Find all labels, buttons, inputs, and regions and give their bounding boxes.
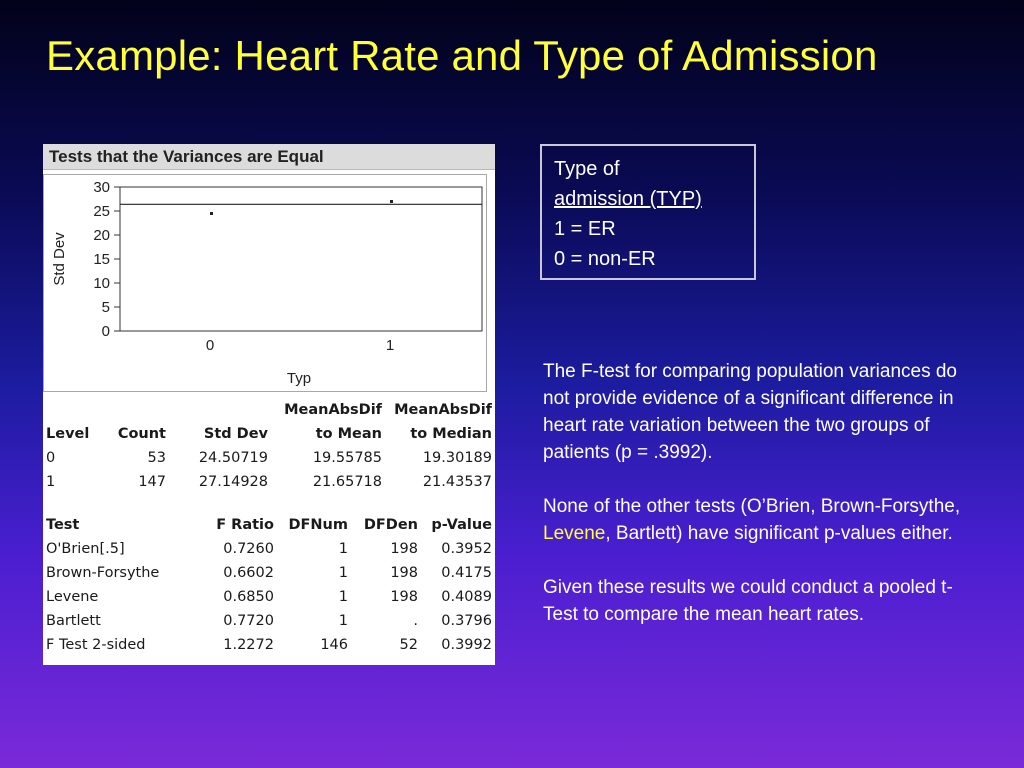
plot-frame [43,174,487,392]
dfden-header: DFDen [363,517,418,533]
to-mean-header: to Mean [315,426,382,442]
test-name-cell: F Test 2-sided [46,637,146,653]
levene-highlight: Levene [543,523,606,544]
level-table [46,398,492,494]
test-table [46,513,492,657]
y-tick-0: 0 [101,323,110,340]
mean-abs-cell: 21.65718 [312,474,382,490]
f-ratio-cell: 0.7260 [223,541,274,557]
dfden-cell: 198 [390,541,418,557]
y-tick-20: 20 [93,227,110,244]
jmp-output-panel [43,144,495,665]
dfnum-cell: 1 [338,541,348,557]
x-tick-0: 0 [205,337,215,354]
p-value-cell: 0.3992 [441,637,492,653]
median-abs-cell: 21.43537 [422,474,492,490]
table-row [46,446,492,470]
y-axis-label: Std Dev [51,232,68,286]
point-level-0 [210,212,213,215]
dfden-cell: 52 [399,637,418,653]
count-header: Count [117,426,166,442]
test-header: Test [46,517,80,533]
table-row [46,585,492,609]
level-header-row-1 [46,398,492,422]
paragraph-other-tests-end: , Bartlett) have significant p-values either. [605,523,953,544]
std-dev-cell: 27.14928 [198,474,268,490]
mean-abs-cell: 19.55785 [312,450,382,466]
dfnum-cell: 146 [320,637,348,653]
legend-line-2: admission (TYP) [554,188,702,210]
legend-line-3: 1 = ER [554,218,616,240]
dfnum-cell: 1 [338,613,348,629]
to-median-header: to Median [410,426,492,442]
point-level-1 [390,200,393,203]
x-tick-1: 1 [385,337,395,354]
y-axis [114,187,120,331]
dfden-cell: . [413,613,418,629]
y-tick-15: 15 [93,251,110,268]
dfden-cell: 198 [390,589,418,605]
f-ratio-header: F Ratio [216,517,274,533]
p-value-cell: 0.4089 [441,589,492,605]
y-tick-30: 30 [93,179,110,196]
count-cell: 147 [138,474,166,490]
table-row [46,561,492,585]
paragraph-other-tests-start: None of the other tests (O’Brien, Brown-Forsythe, [543,496,961,517]
mean-abs-dif-header: MeanAbsDif [284,402,382,418]
x-axis-label: Typ [286,370,312,387]
test-name-cell: Brown-Forsythe [46,565,160,581]
level-header: Level [46,426,90,442]
level-header-row-2 [46,422,492,446]
dfnum-header: DFNum [288,517,348,533]
f-ratio-cell: 0.6602 [223,565,274,581]
slide-title: Example: Heart Rate and Type of Admission [46,32,878,79]
panel-header: Tests that the Variances are Equal [43,144,495,170]
dfden-cell: 198 [390,565,418,581]
y-tick-10: 10 [93,275,110,292]
table-row [46,609,492,633]
level-cell: 1 [46,474,56,490]
paragraph-other-tests [543,493,973,547]
plot-area [120,187,482,331]
dfnum-cell: 1 [338,565,348,581]
std-dev-plot [44,175,486,391]
median-abs-cell: 19.30189 [422,450,492,466]
f-ratio-cell: 0.6850 [223,589,274,605]
count-cell: 53 [147,450,166,466]
test-name-cell: Bartlett [46,613,101,629]
test-header-row [46,513,492,537]
f-ratio-cell: 0.7720 [223,613,274,629]
p-value-cell: 0.3952 [441,541,492,557]
f-ratio-cell: 1.2272 [223,637,274,653]
legend-line-4: 0 = non-ER [554,248,656,270]
type-of-admission-legend [540,144,756,280]
test-name-cell: Levene [46,589,99,605]
paragraph-conclusion: Given these results we could conduct a pooled t-Test to compare the mean heart rates. [543,577,953,625]
y-tick-5: 5 [101,299,110,316]
std-dev-header: Std Dev [203,426,268,442]
test-name-cell: O'Brien[.5] [46,541,125,557]
table-row [46,470,492,494]
table-row [46,537,492,561]
dfnum-cell: 1 [338,589,348,605]
explanation-text [543,358,973,655]
p-value-header: p-Value [431,517,492,533]
legend-line-1: Type of [554,158,620,180]
table-row [46,633,492,657]
paragraph-f-test: The F-test for comparing population variances do not provide evidence of a significant difference in heart rate variation between the two groups of patients (p = .3992). [543,361,957,463]
median-abs-dif-header: MeanAbsDif [394,402,492,418]
std-dev-cell: 24.50719 [198,450,268,466]
y-tick-25: 25 [93,203,110,220]
level-cell: 0 [46,450,56,466]
p-value-cell: 0.3796 [441,613,492,629]
p-value-cell: 0.4175 [441,565,492,581]
